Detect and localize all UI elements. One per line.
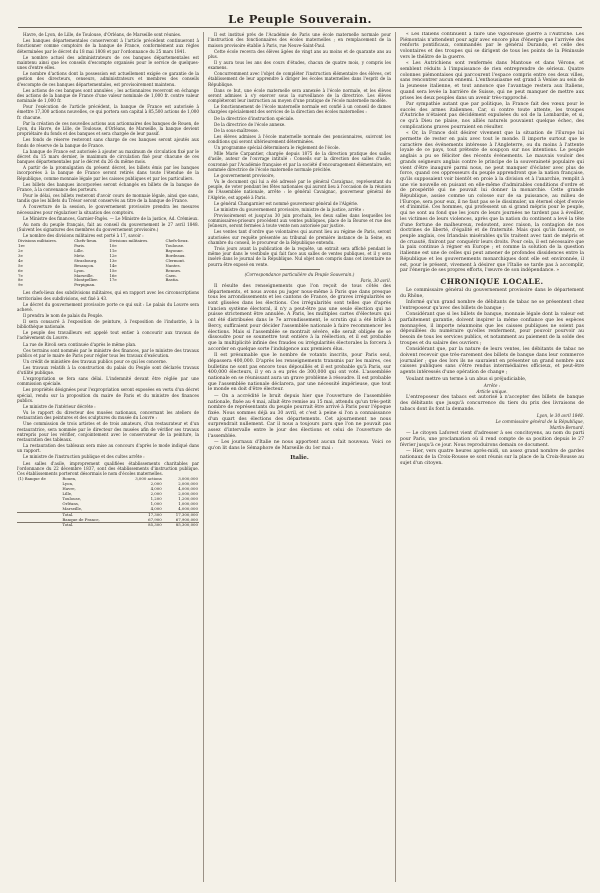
column-divider [395,32,396,882]
table-cell: 7e [18,272,23,278]
table-cell [164,283,199,288]
paragraph: La banque de France est autorisée à ajouter au maximum de circulation fixé par le décret du 15 mars dernier, le maximum de circulation fixé pour chacune de ces banques départementales par le décret du 26 du même mois. [17,148,199,165]
table-cell: 9e [18,282,23,288]
table-cell: 3,000 actions [135,476,162,482]
table-cell: 10e [109,243,117,249]
paragraph: Les billets des banques incorporées seront échangés en billets de la banque de France, à la convenance des porteurs. [17,181,199,192]
table-cell: 11e [109,248,117,254]
paragraph: Les ventes tant d'ordre que volontaires qui auront lieu au régime de Paris, seront autorisées sur requête présentée au tribunal de première instance de la Seine, en chambre du conseil, le procureur de la République entendu. [208,229,391,245]
paragraph: Dans ce but, une école maternelle sera annexée à l'école normale, et les élèves seront admises à s'y exercer sous la surveillance de la directrice. Les élèves compléteront leur instruction au moyen d'une pratique de l'école maternelle modèle. [208,87,391,104]
table-cell: 17,300,000 [163,512,199,517]
paragraph: Pour le délai, ces billets resteront d'avoir cours de monnaie légale, ainsi que sans, tandis que les billets du Trésor seront conservés au titre de la banque de France. [17,193,199,204]
correspondence-heading: (Correspondance particulière du Peuple Souverain.) [244,271,355,277]
paragraph: La restauration des tableaux sera mise au concours d'après le mode indiqué dans un rapport. [17,443,199,454]
table-cell: Lyon. [74,267,85,273]
section-heading-italie: Italie. [290,454,309,461]
table-cell: Lyon, [62,481,74,487]
paragraph: De la sous-maîtresse. [214,127,259,133]
paragraph: — On a accrédité le bruit depuis hier que l'ouverture de l'assemblée nationale, fixée au 4 mai, allait être remise au 15 mai, attendu qu'un très-petit nombre de représentants du peuple pourrait être arrivé à Paris pour l'époque fixée. Nous sommes déjà au 30 avril, et c'est à peine si l'on a connaissance d'un quart des élections des départements. Cet ajournement ne nous surprendrait nullement. Car il nous a toujours paru que l'on ne pouvait pas assez d'intervalle entre le jour des élections et celui de l'ouverture de l'assemblée. [208,393,391,439]
paragraph: A l'ouverture de la session, le gouvernement provisoire prendra les mesures nécessaires pour régulariser la situation des comptoirs. [17,204,199,215]
table-cell: Bordeaux. [165,252,186,258]
paragraph: Le ministre du gouvernement provisoire, ministre de la justice, arrête : [214,206,364,212]
paragraph: — Les journaux d'Italie ne nous apportent aucun fait nouveau. Voici ce qu'on lit dans le Sémaphore de Marseille du 1er mai : [208,440,391,452]
paragraph: Le commissaire général du gouvernement provisoire dans le département du Rhône, [400,287,584,299]
table-row [17,523,199,528]
column-right [400,32,584,888]
table-cell: Toulouse. [165,243,185,249]
paragraph: Les salles d'asile, improprement qualifiées établissements charitables par l'ordonnance du 22 décembre 1837, sont des établissements d'instruction publique. Ces établissements porteront désormais le nom d'écoles maternelles. [17,460,199,477]
table-cell: Metz. [74,252,86,258]
paragraph: Le nombre actuel des administrateurs de ces banques départementales est maintenu ainsi que les conseils d'escompte organisés pour le service de quelques-unes d'entre elles. [17,54,199,71]
paragraph: « Les Italiens continuent à faire une vigoureuse guerre à l'Autriche. Les Piémontais n'attendent pour agir avec encore plus d'énergie que l'arrivée des renforts pontificaux, commandés par le général Durando, et celle des volontaires et des troupes qui se dirigent de tous les points de la Péninsule vers le théâtre de la guerre. [400,32,584,60]
table-cell: Orléans, [62,500,80,506]
table-cell: 8e [18,277,23,283]
paragraph: Il y aura tous les ans des cours d'études, chacun de quatre mois, y compris les examens. [208,59,391,71]
correspondence-date: Paris, 30 avril. [360,277,391,283]
paragraph: « Or, la France doit désirer vivement que la situation de l'Europe lui permette de rester en paix avec tout le monde. Il importe surtout que le caractère des événements intéresse à l'Angleterre, ou du moins à l'attente loyale de ce pays, tout prétexte de soupçon sur nos intentions. Le peuple anglais a pu se féliciter des récents événements. Le mauvais vouloir des grands seigneurs anglais contre le principe de la souveraineté populaire qui vient d'être inauguré parmi nous, ne peut manquer d'éclater avec plus de force, quand ces oppresseurs du peuple apprendront que la nation française, qu'ils supposaient voir bientôt en proie à la division et à l'anarchie, remplit à une vie nouvelle en puisant en elle-même d'admirables conditions d'ordre et de prospérité qui ne pouvait lui donner la monarchie. Cette grande République, assise comme un colosse sur de sa puissance, au milieu de l'Europe, sera pour eux, il ne faut pas se le dissimuler, un éternel objet d'envie et d'inimitié. Ces hommes, qui professent un si grand mépris pour le peuple, qui ne sont au fond que les jours de leurs journées ne tardent pas à éveiller, les victimes de leurs violences, après que la nation du continent a levé la tête d'une fortune de malheureux, redoutent, avec raison, la contagion de nos doctrines de liberté, d'égalité et de fraternité. Mais quoi qu'ils fassent, ce peuple anglais, ces Irlandais misérables qu'ils traitent avec tant de mépris et de cruauté, finiront par conquérir leurs droits. Pour cela, il est nécessaire que la paix continue à régner en Europe ; et comme la solution de la question italienne est une de celles qui peut amener de profondes dissidences entre la République et les gouvernements monarchiques dont elle est environnée, il est, pour le présent, vivement à désirer que l'Italie se tarde pas à accomplir, par l'énergie de ses propres efforts, l'œuvre de son indépendance. » [400,131,584,274]
paragraph: Le fonctionnement de l'école maternelle normale est confié à un conseil de dames chargées spécialement des services de la direction des écoles maternelles : [208,104,391,115]
paragraph: Il prendra le nom de palais du Peuple. [23,312,104,318]
paragraph: La rue de Rivoli sera continuée d'après le même plan. [23,341,137,347]
paragraph: Voulant mettre un terme à un abus si préjudiciable, [406,376,527,382]
paragraph: Les travaux relatifs à la construction du palais du Peuple sont déclarés travaux d'utilité publique. [17,364,199,376]
paragraph: Les banques départementales conserveront à l'article précédent continueront à fonctionner comme comptoirs de la banque de France, conformément aux règles déterminées par le décret du 18 mai 1808 et par l'ordonnance du 25 mars 1841. [17,38,199,54]
table-cell: 1,200 [150,495,162,501]
table-cell: 2,000,000 [178,490,198,496]
paragraph: — Hier, vers quatre heures après-midi, un assez grand nombre de gardes nationaux de la Croix-Rousse se sont réunis sur la place de la Croix-Rousse au sujet d'un citoyen. [400,449,584,466]
table-cell: 4,000,000 [178,505,198,511]
paragraph: Le gouvernement provisoire, [214,172,275,178]
table-cell: 4,000 [150,486,162,492]
table-cell: 1,200,000 [178,495,198,501]
paragraph: Les élèves admises à l'école maternelle normale des pensionnaires, suivront les conditions qui seront ultérieurement déterminées. [208,133,391,144]
table-cell: 67,900,000 [175,516,198,522]
paragraph: Considérant que si les billets de banque, monnaie légale dont la valeur est parfaitement garantie, doivent inspirer la même confiance que les espèces monnayées, il importe néanmoins que les caisses publiques ne soient pas dépouillées du numéraire qu'elles renferment, pour pouvoir pourvoir au besoin de tous les services publics, et notamment au paiement de la solde des troupes et du salaire des ouvriers ; [400,312,584,346]
paragraph: Pour l'exécution de l'article précédent, la banque de France est autorisée à émettre 17,300 actions nouvelles, ce qui portera son capital à 85,500 actions de 1,000 fr. chacune. [17,104,199,120]
decree-arrete: Arrête : [483,383,501,389]
table-cell: 17e [109,277,117,283]
table-cell: Lille. [74,248,84,254]
table-cell: 3,000,000 [178,476,198,482]
table-cell: Marseille, [62,505,83,511]
paragraph: Une commission de trois artistes et de trois amateurs, d'un restaurateur et d'un restauratrice, sera nommée par le directeur des musées afin de vérifier ses travaux entrepris pour les vérifier, conjointement avec le conservateur de la peinture, la restauration des tableaux. [17,421,199,443]
table-cell [108,283,164,288]
table-cell: Chefs-lieux. [74,238,98,244]
paragraph: Les fonds de réserve resteront sans charge de ces banques seront ajoutés aux fonds de réserve de la banque de France. [17,137,199,148]
paragraph: — Le citoyen Laforest vient d'adresser à ses concitoyens, au nom du parti pour Paris, une proclamation où il rend compte de sa position depuis le 27 février jusqu'à ce jour. Nous reproduirons demain ce document. [400,431,584,448]
paragraph: Un crédit de ministère des travaux publics pour ce qui les concerne. [23,358,168,364]
paragraph: « Les Autrichiens sont renfermés dans Mantoue et dans Vérone, et semblent réduits à l'impuissance de rien entreprendre de sérieux. Quatre colonnes piémontaises qui parcourent l'espace compris entre ces deux villes, sans rencontrer aucun ennemi. L'enthousiasme est grand à Venise au sein de la jeunesse italienne, et tout annonce que l'avantage restera aux Italiens, quand sera levée la barrière de Suisse, qui ne peut manquer de mettre aux prises les deux peuples dans un avenir très-rapproché. [400,61,584,101]
paragraph: Informé qu'un grand nombre de débitants de tabac ne se présentent chez l'entreposeur qu'avec des billets de banque ; [400,300,584,311]
table-cell: Besançon. [74,262,95,268]
table-cell: (1) Banque de [18,476,46,482]
table-cell: Total. [61,523,120,528]
paragraph: Concurremment avec l'objet de compléter l'instruction élémentaire des élèves, cet établissement de leur apprendre à diriger les écoles maternelles dans l'esprit de la République. [208,71,391,87]
table-cell: Rouen, [62,476,77,482]
table-cell: Marseille. [74,272,94,278]
table-cell: 2e [18,248,23,254]
column-middle [208,32,391,888]
paragraph: Les chefs-lieux des subdivisions militaires, qui en rapport avec les circonscriptions territoriales des subdivisions, est fixé à 43. [17,290,199,301]
paragraph: Au nom du peuple français, fait au conseil du gouvernement le 27 avril 1848. (Suivent les signatures des membres du gouvernement provisoire.) [17,221,199,232]
column-divider [203,32,204,882]
paragraph: Par la création de ces nouvelles actions aux actionnaires des banques de Rouen, de Lyon, du Havre, de Lille, de Toulouse, d'Orléans, de Marseille, la banque devient propriétaire du fonds et des banques et sera chargée de leur passif. [17,120,199,137]
paragraph: Cette école recevra des élèves âgées de vingt ans au moins et de quarante ans au plus. [208,48,391,59]
section-rule [280,269,320,270]
table-cell: 1,000,000 [178,500,198,506]
paragraph: Havre, de Lyon, de Lille, de Toulouse, d'Orléans, de Marseille sont réunies. [23,32,182,37]
table-cell: Caen. [165,272,177,278]
section-heading-chronique: CHRONIQUE LOCALE. [440,276,544,286]
paragraph: Considérant que, par la nature de leurs ventes, les débitants de tabac ne doivent recevoir que très-rarement des billets de banque dans leur commerce journalier ; que des lors ils ne sauraient en présenter un grand nombre aux caisses publiques sans s'être rendus intermédiaires officieux, et peut-être agents intéressés d'une opération de change ; [400,347,584,376]
paragraph: Les actions de ces banques sont annulées ; les actionnaires recevront en échange des actions de la banque de France d'une valeur nominale de 1,000 fr. contre valeur nominale de 1,000 fr. [17,87,199,104]
table-cell: Total. [61,512,120,517]
decree-article: Article unique. [476,389,508,395]
table-cell: 4,000 [150,505,162,511]
table-cell: 6e [18,267,23,273]
paragraph: Le nombre des divisions militaires est porté à 17, savoir : [23,232,144,238]
column-left [17,32,199,888]
decree-date: Lyon, le 30 avril 1848. [536,413,584,419]
paragraph: Il est présumable que le nombre de votants inscrits, pour Paris seul, dépassera 400,000. D'après les renseignements transmis par les maires, ces bulletins ne sont pas encore tous dépouillés et il est probable qu'à Paris, sur 400,000 électeurs, il y en a eu près de 300,000 qui ont voté. L'assemblée nationale en se réunissant aura un grave problème à résoudre. Il est probable que l'assemblée nationale déclarera, par une nécessité impérieuse, que tout le monde en doit d'être électeur. [208,353,391,393]
banks-table [17,477,199,528]
table-cell: 4,000,000 [178,486,198,492]
table-cell: 15e [109,267,117,273]
table-cell: 13e [109,257,117,263]
table-cell: 4e [18,257,23,263]
paragraph: Le décret du gouvernement provisoire porte ce qui suit : Le palais du Louvre sera achevé. [17,301,199,312]
table-cell: 17,300 [120,512,163,517]
paragraph: L'expropriation se fera sans délai. L'indemnité devant être réglée par une commission spéciale. [17,376,199,387]
table-cell: Rennes. [165,267,182,273]
table-cell: 1,000 [150,500,162,506]
masthead-rule [18,27,582,28]
table-cell: 67,900 [148,516,162,522]
decree-signatory-name: Martin-Bernard. [549,425,584,431]
table-cell: 2,000 [150,490,162,496]
table-cell: 5e [18,262,23,268]
table-cell: Bayonne. [165,248,184,254]
table-cell: 85,300,000 [163,523,199,528]
signature-line: Le Ministre des finances, Garnier-Pagès. — Le Ministre de la justice, Ad. Crémieux. [23,215,199,221]
table-cell: Divisions militaires. [18,238,58,244]
paragraph: Un programme spécial déterminera le règlement de l'école. [214,144,340,150]
table-cell: 14e [109,262,117,268]
paragraph: Le général Changarnier est nommé gouverneur général de l'Algérie. [214,200,359,206]
paragraph: De la directrice d'instruction spéciale. [214,115,295,121]
paragraph: Le peuple des travailleurs est appelé tout entier à concourir aux travaux de l'achèvement du Louvre. [17,330,199,341]
table-cell: 2,000,000 [178,481,198,487]
table-cell: 12e [109,252,117,258]
paragraph: Par sympathie autant que par politique, la France fait des vœux pour le succès des armes italiennes. Car, si contre toute attente, les troupes d'Autriche n'étaient pas décidément expulsées du sol de la Lombardie, et si, ce qu'à Dieu ne plaise, nos alliés naturels pouvaient quelque échec, des complications graves pourraient en résulter. [400,102,584,130]
paragraph: Provisoirement et jusqu'au 30 juin prochain, les deux salles dans lesquelles les commissaires-priseurs procèdent aux ventes publiques, place de la Bourse et rue des Jeûneurs, seront fermées à toute vente non autorisée par justice. [208,212,391,229]
table-cell: Havre, [62,486,76,492]
table-cell: Strasbourg. [74,257,98,263]
paragraph: Les propriétés désignées pour l'expropriation seront exposées en vertu d'un décret spécial, rendu sur la proposition du maire de Paris et du ministre des finances publics. [17,387,199,403]
paragraph: L'entreposeur des tabacs est autorisé à n'accepter des billets de banque des débitants que jusqu'à concurrence du tiers du prix des livraisons de tabacs dont ils font la demande. [400,395,584,412]
paragraph: Trois jours avant la publication de la requête, un extrait sera affiché pendant le même jour dans le vestibule qui fait face aux salles de ventes publiques, et il y sera inséré dans le journal de la République. Nul objet non compris dans cet inventaire ne pourra être exposé en vente. [208,245,391,267]
table-cell: 1re [18,243,25,249]
table-cell: Paris. [74,243,86,249]
table-row [17,283,199,288]
paragraph: Ces terrains sont nommés par le ministre des finances, par le ministre des travaux publics et par le maire de Paris pour régler tous les travaux d'exécution. [17,347,199,358]
table-cell: 85,300 [120,523,163,528]
paragraph: Le ministre de l'instruction publique et des cultes arrête : [23,454,145,460]
table-cell: Chefs-lieux. [165,238,189,244]
masthead [0,0,600,30]
paragraph: Vu le rapport du directeur des musées nationaux, concernant les ateliers de restauration des peintures et des sculptures du musée du Louvre : [17,410,199,421]
table-cell: 3e [18,252,23,258]
table-cell: Bastia. [165,277,180,283]
table-cell: Clermont. [165,257,186,263]
table-cell: 2,000 [150,481,162,487]
table-cell: Lille, [62,490,73,496]
divisions-table [17,239,199,288]
table-cell: Toulouse, [62,495,82,501]
paragraph: Le ministre de l'intérieur décrète : [23,404,96,410]
table-cell: Perpignan. [74,282,96,288]
table-cell: Divisions militaires. [109,238,149,244]
paragraph: Vu le document qui lui a été adressé par le général Cavaignac, représentant du peuple, de voter pendant les fêtes nationales qui auront lieu à l'occasion de la réunion de l'Assemblée nationale, arrête : le général Cavaignac, gouverneur général de l'Algérie, est appelé à Paris. [208,178,391,200]
paragraph: Il est institué près de l'Académie de Paris une école maternelle normale pour l'instruction des fonctionnaires des écoles maternelles ; en remplacement de la maison provisoire établie à Paris, rue Neuve-Saint-Paul. [208,32,391,48]
table-cell: 16e [109,272,117,278]
paragraph: Le nombre d'actions dont la possession est actuellement exigée ce garantie de la gestion des directeurs, censeurs, administrateurs et membres des conseils d'escompte de ces banques départementales, est provisoirement maintenu. [17,71,199,87]
newspaper-title: Le Peuple Souverain. [228,12,372,26]
table-cell: Nantes. [165,262,181,268]
paragraph: A partir de la promulgation du présent décret, les billets émis par les banques incorporées à la banque de France seront retirés dans toute l'étendue de la République, comme monnaie légale par les caisses publiques et par les particuliers. [17,165,199,181]
paragraph: De la directrice de l'école annexe. [214,121,286,127]
table-cell: Banque de France, [62,516,100,522]
paragraph: Il résulte des renseignements que l'on reçoit de tous côtés des départements, et nous avons pu juger nous-même à Paris que dans presque tous les arrondissements et les cantons de France, de graves irrégularités se sont glissées dans les élections. Ces irrégularités sont telles que d'après l'ancien système électoral, il n'y a peut-être pas une seule élection qui ne puisse strictement être annulée. A Paris, les multiples cartes d'électeurs qui ont été distribuées dans le 7e arrondissement, le scrutin qui a été brûlé à Bercy, suffiraient pour décider l'assemblée nationale à faire recommencer les élections. Mais si l'assemblée se montrait sévère, elle serait obligée de se dissoudre pour se soumettre tout entière à la réélection, et il est probable que la multiplicité infinie des fraudes ou irrégularités électorales la forcera à accorder en quelque sorte l'indulgence aux premiers élus. [208,283,391,352]
paragraph: Mlle Marie Carpantier, chargée depuis 1875 de la direction pratique des salles d'asile, auteur de l'ouvrage intitulé : Conseils sur la direction des salles d'asile, couronné par l'Académie française et par la société d'encouragement élémentaire, est nommée directrice de l'école maternelle normale précitée. [208,151,391,172]
paragraph: Il sera consacré à l'exposition de peinture, à l'exposition de l'industrie, à la bibliothèque nationale. [17,318,199,330]
table-cell: Montpellier. [74,277,98,283]
decree-signatory-title: Le commissaire général de la République, [495,419,584,425]
